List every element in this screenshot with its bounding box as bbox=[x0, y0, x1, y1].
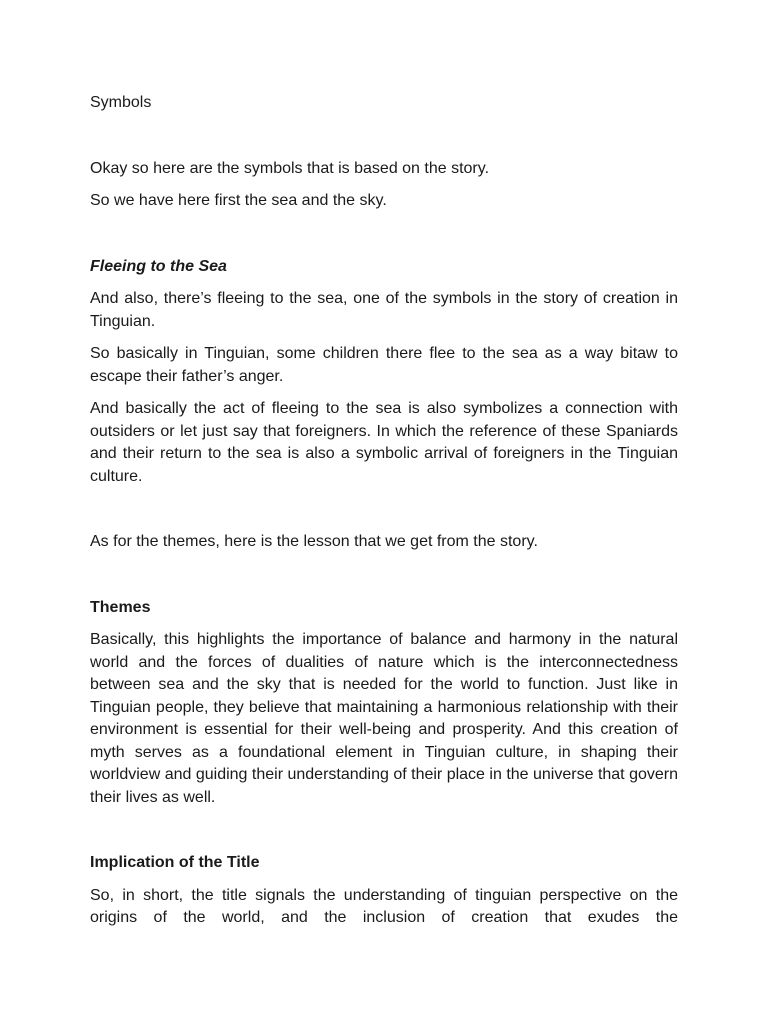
intro-paragraph-2: So we have here first the sea and the sky. bbox=[90, 192, 387, 209]
fleeing-heading: Fleeing to the Sea bbox=[90, 257, 227, 275]
fleeing-paragraph-1: And also, there’s fleeing to the sea, one of the symbols in the story of creation in Tinguian. bbox=[90, 290, 678, 330]
themes-paragraph: Basically, this highlights the importance of balance and harmony in the natural world and the forces of dualities of nature which is the interconnectedness between sea and the sky that is needed for the world to function. Just like in Tinguian people, they believe that maintaining a harmonious relationship with their environment is essential for their well-being and prosperity. And this creation of myth serves as a foundational element in Tinguian culture, in shaping their worldview and guiding their understanding of their place in the universe that govern their lives as well. bbox=[90, 631, 678, 806]
fleeing-paragraph-3: And basically the act of fleeing to the sea is also symbolizes a connection with outsiders or let just say that foreigners. In which the reference of these Spaniards and their return to the sea is also a symbolic arrival of foreigners in the Tinguian culture. bbox=[90, 400, 678, 485]
fleeing-paragraph-2: So basically in Tinguian, some children there flee to the sea as a way bitaw to escape their father’s anger. bbox=[90, 345, 678, 385]
document-page bbox=[90, 92, 678, 940]
intro-paragraph-1: Okay so here are the symbols that is based on the story. bbox=[90, 159, 490, 177]
implication-heading: Implication of the Title bbox=[90, 854, 260, 871]
document-title: Symbols bbox=[90, 94, 152, 111]
themes-heading: Themes bbox=[90, 598, 151, 616]
implication-paragraph: So, in short, the title signals the understanding of tinguian perspective on the origins of the world, and the inclusion of creation that exudes the bbox=[90, 886, 678, 926]
themes-intro-paragraph: As for the themes, here is the lesson that we get from the story. bbox=[90, 533, 538, 550]
